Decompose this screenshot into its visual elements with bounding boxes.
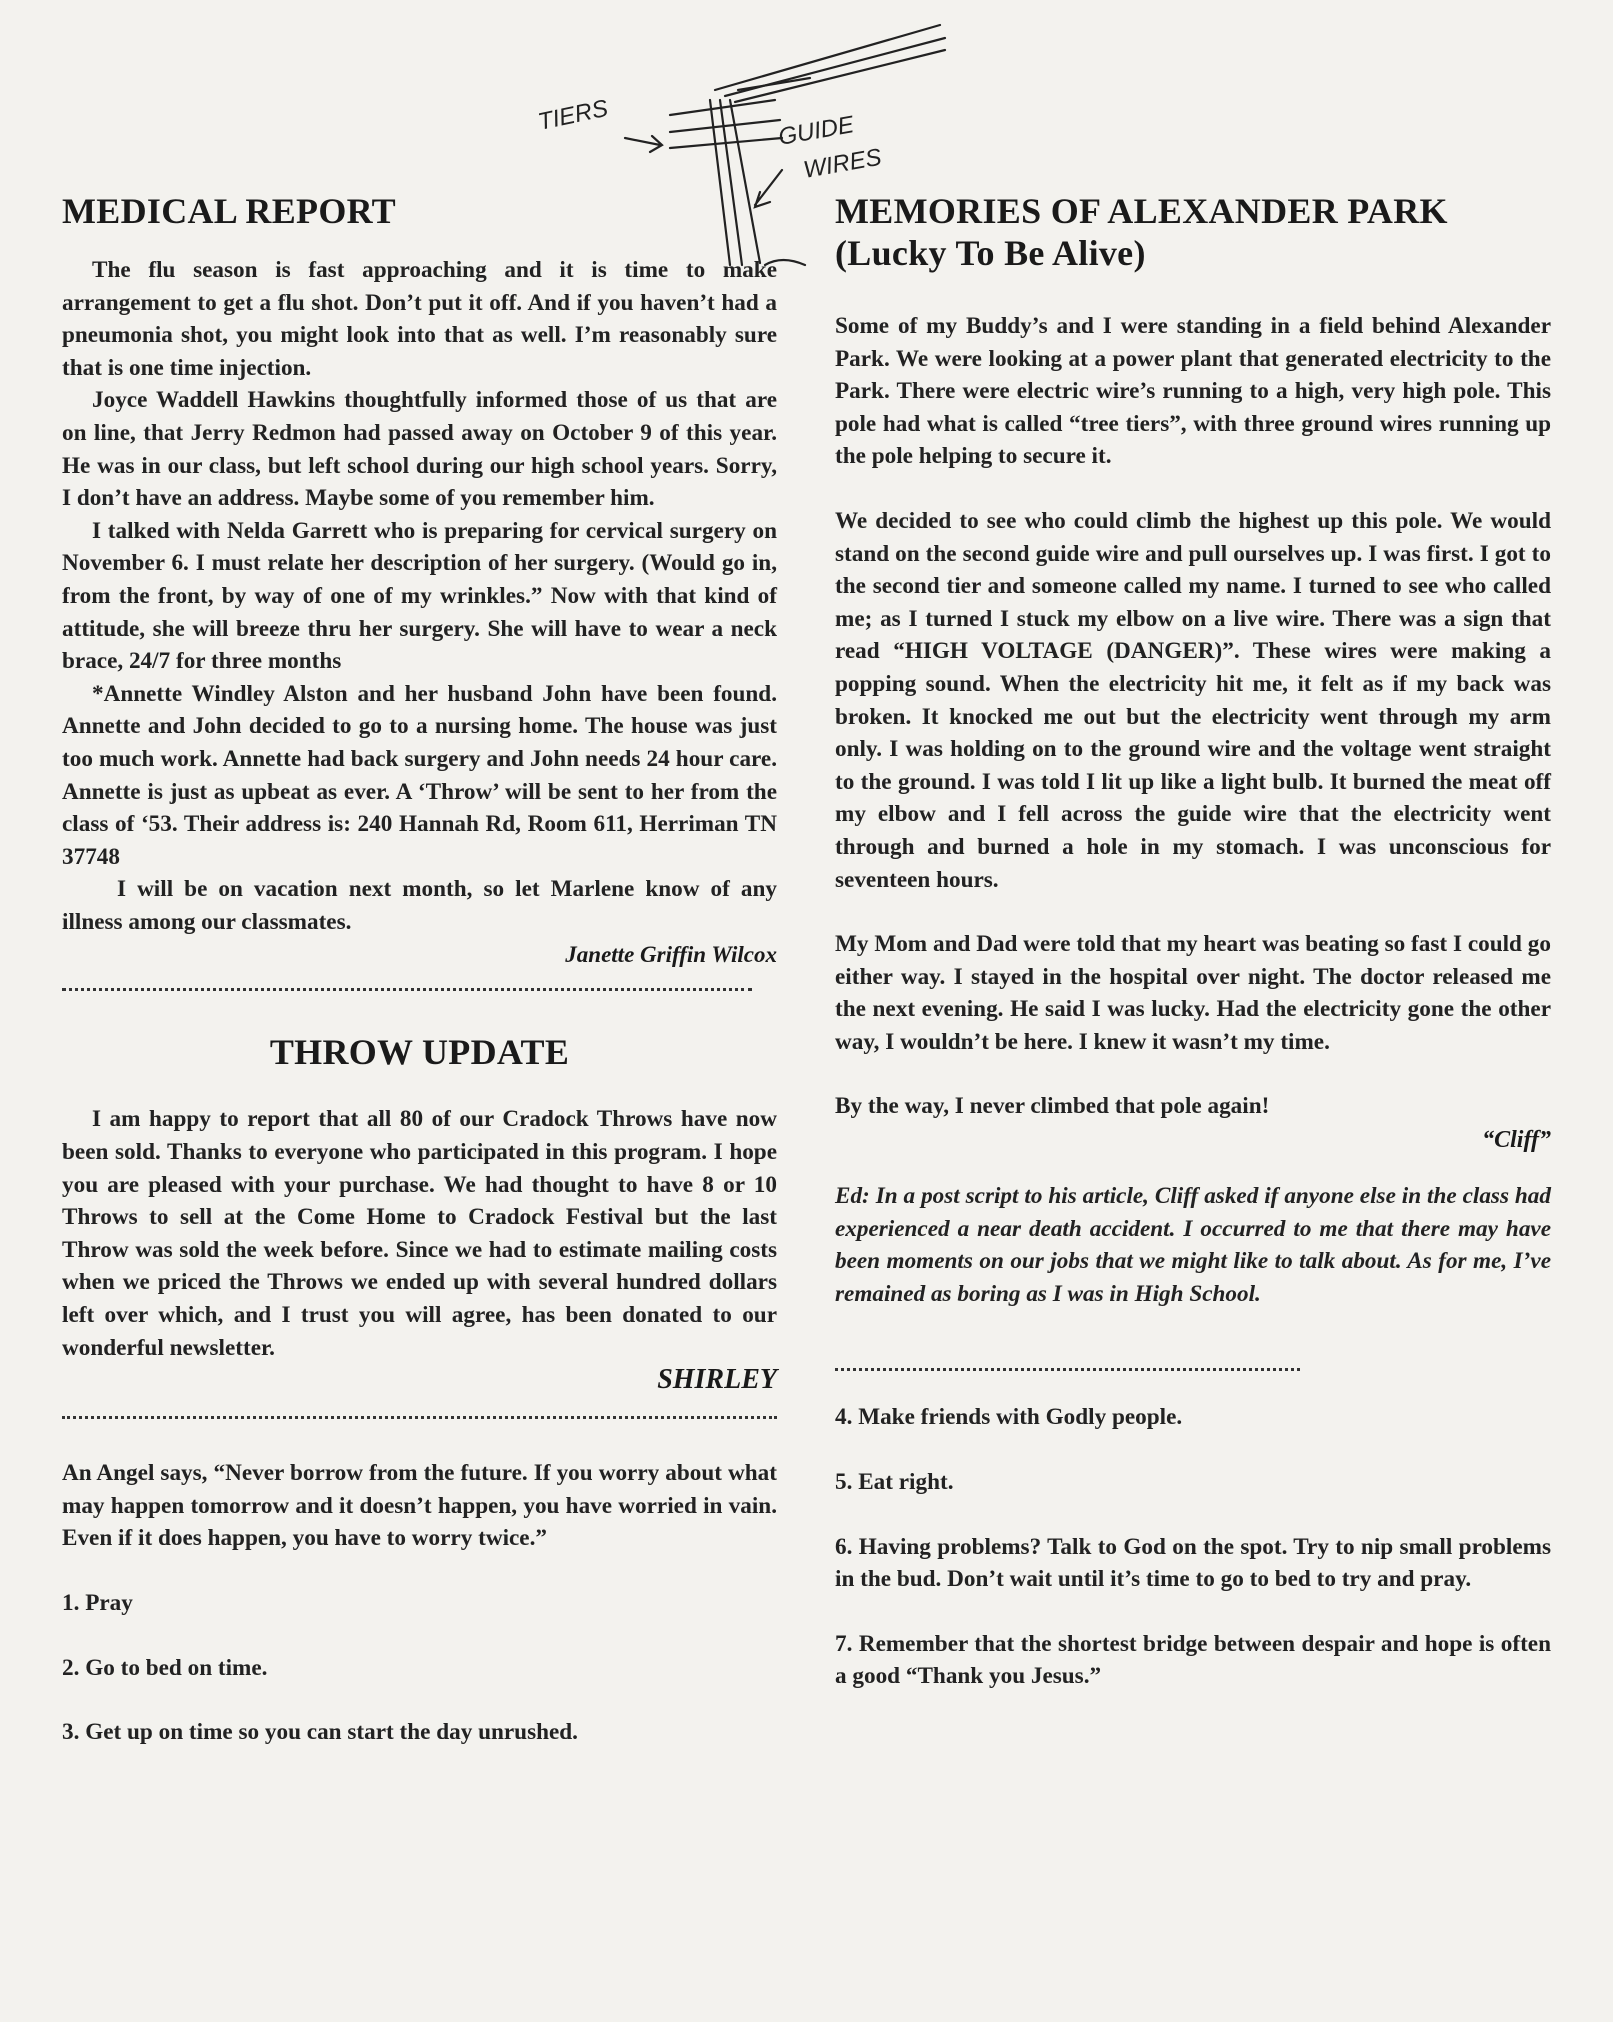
throw-signature: SHIRLEY [657, 1364, 777, 1396]
medical-paragraph-4: *Annette Windley Alston and her husband John have been found. Annette and John decided to go to a nursing home. The house was just too much work. Annette had back surgery and John needs 24 hour care. Annette is just as upbeat as ever. A ‘Throw’ will be sent to her from the class of ‘53. Their address is: 240 Hannah Rd, Room 611, Herriman TN 37748 [62, 680, 777, 870]
list-item: 6. Having problems? Talk to God on the spot. Try to nip small problems in the bud. Don’t wait until it’s time to go to bed to try and pray. [835, 1533, 1551, 1593]
editor-note: Ed: In a post script to his article, Cliff asked if anyone else in the class had experienced a near death accident. I occurred to me that there may have been moments on our jobs that we might like to talk about. As for me, I’ve remained as boring as I was in High School. [835, 1183, 1551, 1307]
right-column [835, 190, 1551, 1693]
memories-signature: “Cliff” [1482, 1127, 1551, 1154]
medical-paragraph-1: The flu season is fast approaching and it is time to make arrangement to get a flu shot. Don’t put it off. And if you haven’t had a pneumonia shot, you might look into that as well. I’m reasonably sure that is one time injection. [62, 257, 777, 381]
list-item: 3. Get up on time so you can start the day unrushed. [62, 1719, 578, 1746]
memories-title: MEMORIES OF ALEXANDER PARK [835, 191, 1448, 231]
list-item: 2. Go to bed on time. [62, 1654, 268, 1681]
sketch-label-wires: WIRES [801, 143, 884, 184]
list-item: 1. Pray [62, 1590, 133, 1616]
list-item: 5. Eat right. [835, 1469, 954, 1496]
throw-update-title: THROW UPDATE [269, 1032, 570, 1073]
memories-paragraph-2: We decided to see who could climb the highest up this pole. We would stand on the second guide wire and pull ourselves up. I was first. I got to the second tier and someone called my name. I turned to see who called me; as I turned I stuck my elbow on a live wire. There was a sign that read “HIGH VOLTAGE (DANGER)”. These wires were making a popping sound. When the electricity hit me, it felt as if my back was broken. It knocked me out but the electricity went through my arm only. I was holding on to the ground wire and the voltage went straight to the ground. I was told I lit up like a light bulb. It burned the meat off my elbow and I fell across the guide wire that the electricity went through and burned a hole in my stomach. I was unconscious for seventeen hours. [835, 507, 1551, 893]
left-column [62, 190, 777, 1749]
memories-paragraph-1: Some of my Buddy’s and I were standing in a field behind Alexander Park. We were looking at a power plant that generated electricity to the Park. There were electric wire’s running to a high, very high pole. This pole had what is called “tree tiers”, with three ground wires running up the pole helping to secure it. [835, 313, 1551, 470]
throw-paragraph: I am happy to report that all 80 of our Cradock Throws have now been sold. Thanks to everyone who participated in this program. I hope you are pleased with your purchase. We had thought to have 8 or 10 Throws to sell at the Come Home to Cradock Festival but the last Throw was sold the week before. Since we had to estimate mailing costs when we priced the Throws we ended up with several hundred dollars left over which, and I trust you will agree, has been donated to our wonderful newsletter. [62, 1106, 777, 1361]
memories-paragraph-4: By the way, I never climbed that pole again! [835, 1093, 1270, 1120]
medical-paragraph-2: Joyce Waddell Hawkins thoughtfully informed those of us that are on line, that Jerry Redmon had passed away on October 9 of this year. He was in our class, but left school during our high school years. Sorry, I don’t have an address. Maybe some of you remember him. [62, 387, 777, 512]
sketch-label-tiers: TIERS [535, 94, 611, 136]
medical-report-title: MEDICAL REPORT [62, 191, 396, 231]
list-item: 7. Remember that the shortest bridge between despair and hope is often a good “Thank you Jesus.” [835, 1630, 1551, 1690]
medical-signature: Janette Griffin Wilcox [565, 942, 777, 968]
sketch-label-guide: GUIDE [776, 111, 856, 151]
memories-subtitle: (Lucky To Be Alive) [835, 233, 1146, 273]
medical-paragraph-5: I will be on vacation next month, so let Marlene know of any illness among our classmates. [62, 876, 777, 935]
angel-paragraph: An Angel says, “Never borrow from the future. If you worry about what may happen tomorrow and it doesn’t happen, you have worried in vain. Even if it does happen, you have to worry twice.” [62, 1460, 777, 1552]
list-item: 4. Make friends with Godly people. [835, 1404, 1183, 1431]
memories-paragraph-3: My Mom and Dad were told that my heart was beating so fast I could go either way. I stayed in the hospital over night. The doctor released me the next evening. He said I was lucky. Had the electricity gone the other way, I wouldn’t be here. I knew it wasn’t my time. [835, 931, 1551, 1055]
medical-paragraph-3: I talked with Nelda Garrett who is preparing for cervical surgery on November 6. I must relate her description of her surgery. (Would go in, from the front, by way of one of my wrinkles.” Now with that kind of attitude, she will breeze thru her surgery. She will have to wear a neck brace, 24/7 for three months [62, 517, 777, 675]
